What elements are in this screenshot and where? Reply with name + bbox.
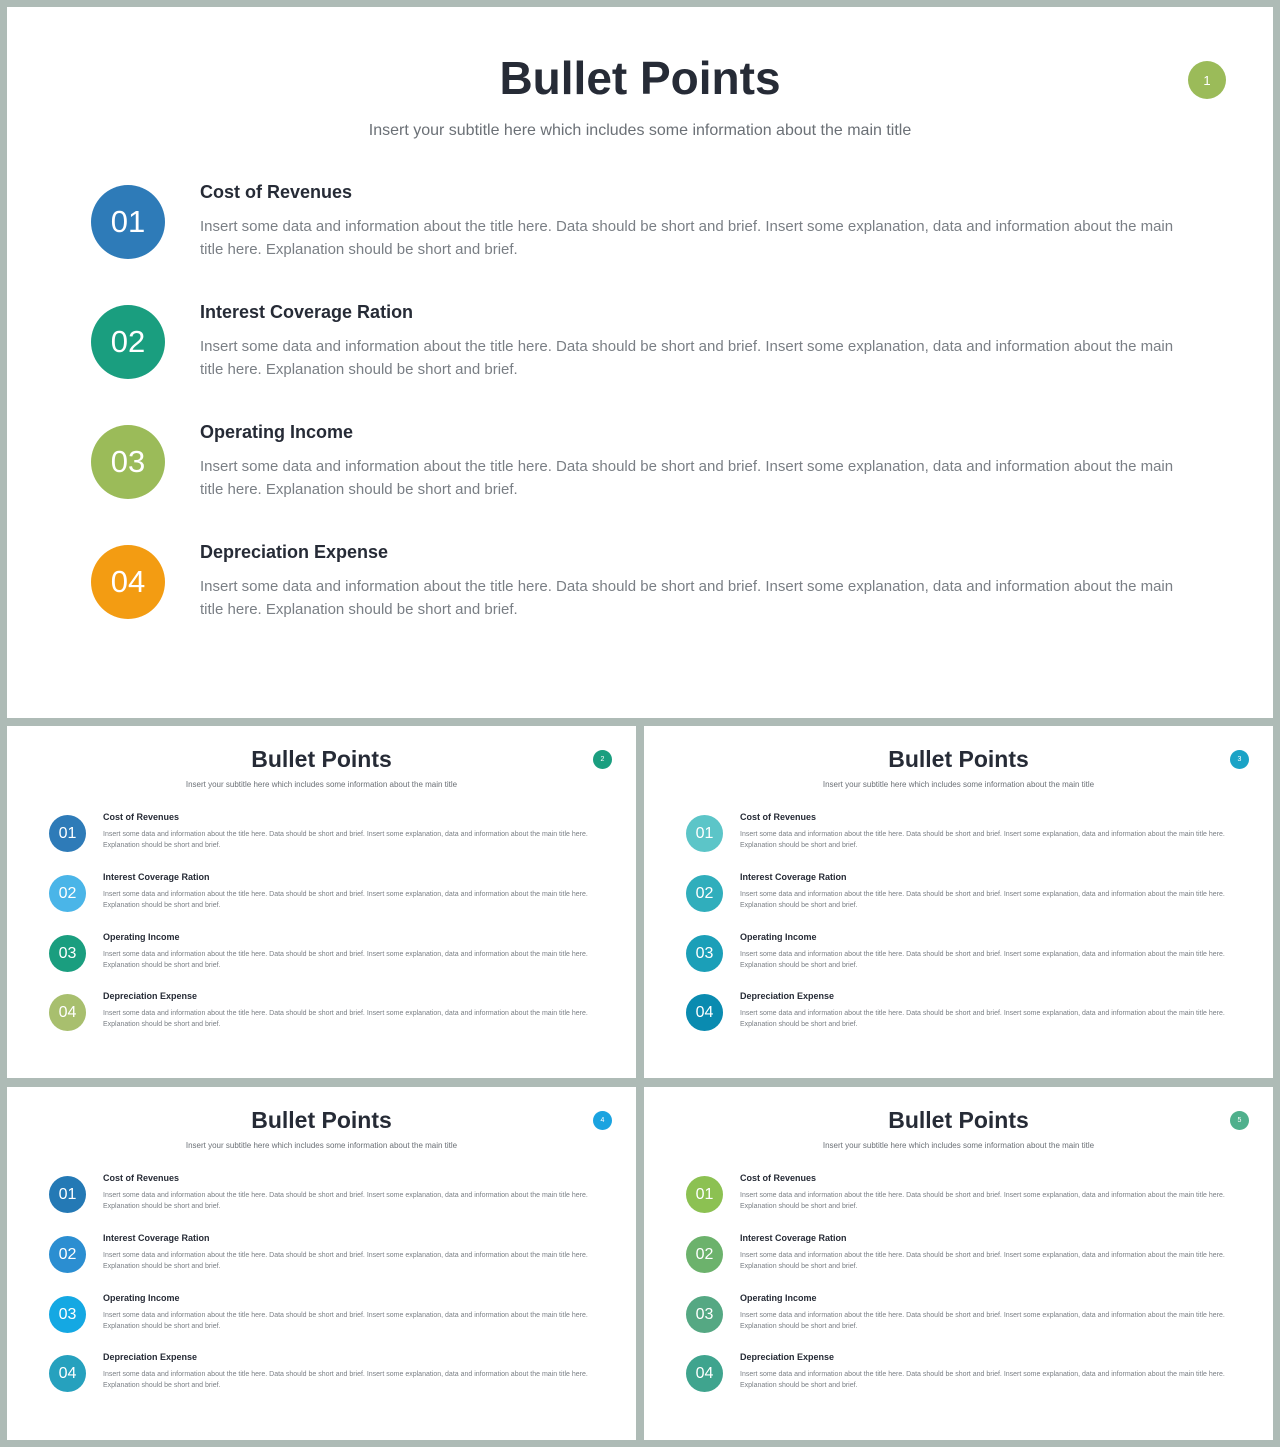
bullet-title: Operating Income bbox=[740, 932, 817, 942]
slide-title: Bullet Points bbox=[251, 746, 392, 772]
bullet-description: Insert some data and information about the title here. Data should be short and brief. Insert some explanation, data and information about the main title here. Explanation should be short and brief. bbox=[740, 951, 1225, 969]
slide-title: Bullet Points bbox=[251, 1107, 392, 1133]
bullet-item bbox=[686, 932, 1231, 975]
bullet-number-circle: 04 bbox=[686, 994, 723, 1031]
bullet-item bbox=[91, 422, 1181, 505]
bullet-item bbox=[686, 872, 1231, 915]
bullet-item bbox=[686, 1352, 1231, 1395]
slide-5[interactable] bbox=[644, 1087, 1273, 1440]
bullet-description: Insert some data and information about the title here. Data should be short and brief. Insert some explanation, data and information about the main title here. Explanation should be short and brief. bbox=[103, 831, 588, 849]
bullet-number-circle: 02 bbox=[49, 875, 86, 912]
bullet-title: Depreciation Expense bbox=[740, 991, 835, 1001]
bullet-description: Insert some data and information about the title here. Data should be short and brief. Insert some explanation, data and information about the main title here. Explanation should be short and brief. bbox=[200, 578, 1174, 618]
bullet-number-circle: 04 bbox=[49, 994, 86, 1031]
bullet-number-circle: 02 bbox=[49, 1236, 86, 1273]
bullet-number-circle: 02 bbox=[686, 875, 723, 912]
bullet-item bbox=[91, 302, 1181, 385]
bullet-item bbox=[686, 812, 1231, 855]
bullet-number-circle: 01 bbox=[91, 185, 165, 259]
bullet-description: Insert some data and information about the title here. Data should be short and brief. Insert some explanation, data and information about the main title here. Explanation should be short and brief. bbox=[740, 1371, 1225, 1389]
bullet-title: Depreciation Expense bbox=[103, 1352, 198, 1362]
slide-1[interactable] bbox=[7, 7, 1273, 718]
bullet-title: Interest Coverage Ration bbox=[103, 1233, 210, 1243]
page-number-badge: 1 bbox=[1188, 61, 1226, 99]
bullet-description: Insert some data and information about the title here. Data should be short and brief. Insert some explanation, data and information about the main title here. Explanation should be short and brief. bbox=[103, 951, 588, 969]
bullet-description: Insert some data and information about the title here. Data should be short and brief. Insert some explanation, data and information about the main title here. Explanation should be short and brief. bbox=[200, 338, 1174, 378]
slide-4[interactable] bbox=[7, 1087, 636, 1440]
bullet-item bbox=[49, 872, 594, 915]
bullet-description: Insert some data and information about the title here. Data should be short and brief. Insert some explanation, data and information about the main title here. Explanation should be short and brief. bbox=[103, 1312, 588, 1330]
bullet-number-circle: 01 bbox=[49, 815, 86, 852]
bullet-title: Cost of Revenues bbox=[200, 182, 353, 202]
bullet-item bbox=[91, 542, 1181, 625]
bullet-number-circle: 01 bbox=[49, 1176, 86, 1213]
bullet-title: Operating Income bbox=[103, 932, 180, 942]
bullet-title: Operating Income bbox=[200, 422, 354, 442]
bullet-item bbox=[49, 1173, 594, 1216]
bullet-title: Cost of Revenues bbox=[103, 812, 180, 822]
bullet-title: Depreciation Expense bbox=[740, 1352, 835, 1362]
slide-2[interactable] bbox=[7, 726, 636, 1078]
bullet-title: Operating Income bbox=[740, 1293, 817, 1303]
slide-subtitle: Insert your subtitle here which includes some information about the main title bbox=[822, 780, 1095, 789]
slide-subtitle: Insert your subtitle here which includes some information about the main title bbox=[185, 1141, 458, 1150]
bullet-item bbox=[49, 991, 594, 1034]
slide-title: Bullet Points bbox=[888, 1107, 1029, 1133]
bullet-number-circle: 04 bbox=[49, 1355, 86, 1392]
bullet-title: Interest Coverage Ration bbox=[740, 872, 847, 882]
bullet-description: Insert some data and information about the title here. Data should be short and brief. Insert some explanation, data and information about the main title here. Explanation should be short and brief. bbox=[740, 891, 1225, 909]
bullet-number-circle: 01 bbox=[686, 1176, 723, 1213]
slide-title: Bullet Points bbox=[888, 746, 1029, 772]
bullet-title: Interest Coverage Ration bbox=[200, 302, 414, 322]
bullet-title: Interest Coverage Ration bbox=[103, 872, 210, 882]
page-number-badge: 5 bbox=[1230, 1111, 1249, 1130]
bullet-item bbox=[49, 932, 594, 975]
bullet-title: Cost of Revenues bbox=[103, 1173, 180, 1183]
bullet-description: Insert some data and information about the title here. Data should be short and brief. Insert some explanation, data and information about the main title here. Explanation should be short and brief. bbox=[740, 831, 1225, 849]
bullet-description: Insert some data and information about the title here. Data should be short and brief. Insert some explanation, data and information about the main title here. Explanation should be short and brief. bbox=[103, 1252, 588, 1270]
bullet-item bbox=[686, 1233, 1231, 1276]
bullet-number-circle: 03 bbox=[686, 935, 723, 972]
slide-title: Bullet Points bbox=[499, 52, 781, 104]
slide-subtitle: Insert your subtitle here which includes some information about the main title bbox=[185, 780, 458, 789]
bullet-description: Insert some data and information about the title here. Data should be short and brief. Insert some explanation, data and information about the main title here. Explanation should be short and brief. bbox=[200, 218, 1174, 258]
page-number-badge: 4 bbox=[593, 1111, 612, 1130]
slide-subtitle: Insert your subtitle here which includes some information about the main title bbox=[368, 122, 912, 139]
bullet-number-circle: 02 bbox=[686, 1236, 723, 1273]
bullet-title: Cost of Revenues bbox=[740, 1173, 817, 1183]
bullet-description: Insert some data and information about the title here. Data should be short and brief. Insert some explanation, data and information about the main title here. Explanation should be short and brief. bbox=[740, 1252, 1225, 1270]
slide-3[interactable] bbox=[644, 726, 1273, 1078]
bullet-description: Insert some data and information about the title here. Data should be short and brief. Insert some explanation, data and information about the main title here. Explanation should be short and brief. bbox=[740, 1010, 1225, 1028]
bullet-number-circle: 04 bbox=[91, 545, 165, 619]
bullet-number-circle: 02 bbox=[91, 305, 165, 379]
page-number-badge: 3 bbox=[1230, 750, 1249, 769]
bullet-item bbox=[686, 1293, 1231, 1336]
bullet-number-circle: 04 bbox=[686, 1355, 723, 1392]
bullet-item bbox=[686, 991, 1231, 1034]
slide-subtitle: Insert your subtitle here which includes some information about the main title bbox=[822, 1141, 1095, 1150]
bullet-number-circle: 03 bbox=[49, 1296, 86, 1333]
bullet-description: Insert some data and information about the title here. Data should be short and brief. Insert some explanation, data and information about the main title here. Explanation should be short and brief. bbox=[103, 1192, 588, 1210]
bullet-title: Depreciation Expense bbox=[200, 542, 389, 562]
bullet-item bbox=[49, 812, 594, 855]
bullet-number-circle: 03 bbox=[49, 935, 86, 972]
bullet-number-circle: 03 bbox=[91, 425, 165, 499]
bullet-number-circle: 03 bbox=[686, 1296, 723, 1333]
page-number-badge: 2 bbox=[593, 750, 612, 769]
bullet-item bbox=[49, 1352, 594, 1395]
bullet-item bbox=[91, 182, 1181, 265]
bullet-number-circle: 01 bbox=[686, 815, 723, 852]
bullet-description: Insert some data and information about the title here. Data should be short and brief. Insert some explanation, data and information about the main title here. Explanation should be short and brief. bbox=[103, 1371, 588, 1389]
bullet-description: Insert some data and information about the title here. Data should be short and brief. Insert some explanation, data and information about the main title here. Explanation should be short and brief. bbox=[103, 891, 588, 909]
bullet-title: Cost of Revenues bbox=[740, 812, 817, 822]
bullet-item bbox=[49, 1233, 594, 1276]
bullet-title: Depreciation Expense bbox=[103, 991, 198, 1001]
bullet-description: Insert some data and information about the title here. Data should be short and brief. Insert some explanation, data and information about the main title here. Explanation should be short and brief. bbox=[740, 1312, 1225, 1330]
bullet-description: Insert some data and information about the title here. Data should be short and brief. Insert some explanation, data and information about the main title here. Explanation should be short and brief. bbox=[740, 1192, 1225, 1210]
bullet-item bbox=[49, 1293, 594, 1336]
bullet-item bbox=[686, 1173, 1231, 1216]
bullet-title: Interest Coverage Ration bbox=[740, 1233, 847, 1243]
bullet-description: Insert some data and information about the title here. Data should be short and brief. Insert some explanation, data and information about the main title here. Explanation should be short and brief. bbox=[103, 1010, 588, 1028]
bullet-title: Operating Income bbox=[103, 1293, 180, 1303]
bullet-description: Insert some data and information about the title here. Data should be short and brief. Insert some explanation, data and information about the main title here. Explanation should be short and brief. bbox=[200, 458, 1174, 498]
